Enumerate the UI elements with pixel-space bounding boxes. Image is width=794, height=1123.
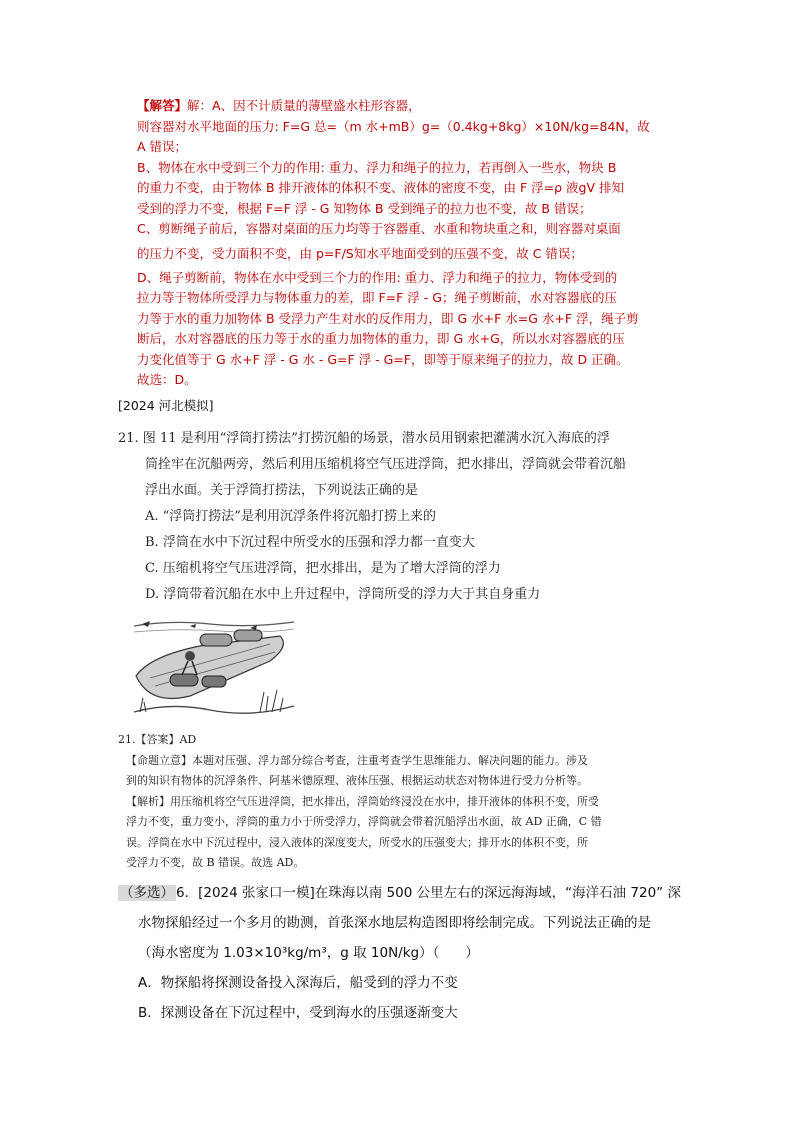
option-c: C. 压缩机将空气压进浮筒，把水排出，是为了增大浮筒的浮力 <box>145 561 501 576</box>
solution-line: 【解答】解：A、因不计质量的薄壁盛水柱形容器， <box>137 98 421 113</box>
answer-line: 误。浮筒在水中下沉过程中，浸入液体的深度变大，所受水的压强变大；排开水的体积不变，所 <box>126 835 588 849</box>
solution-line: 断后，水对容器底的压力等于水的重力加物体的重力，即 G 水+G，所以水对容器底的压 <box>137 331 625 346</box>
answer-line: 浮力不变，重力变小，浮筒的重力小于所受浮力，浮筒就会带着沉船浮出水面，故 AD 正确，C 错 <box>126 815 602 828</box>
question-6 <box>118 878 688 1028</box>
question-stem-line: 水物探船经过一个多月的勘测，首张深水地层构造图即将绘制完成。下列说法正确的是 <box>138 915 651 931</box>
option-b: B．探测设备在下沉过程中，受到海水的压强逐渐变大 <box>138 1005 458 1021</box>
question-stem-line: （多选） 6．[2024 张家口一模]在珠海以南 500 公里左右的深远海海域，“海洋石油 720” 深 <box>120 885 681 901</box>
option-b: B. 浮筒在水中下沉过程中所受水的压强和浮力都一直变大 <box>145 535 475 550</box>
answer-line: 【解析】用压缩机将空气压进浮筒，把水排出，浮筒始终浸没在水中，排开液体的体积不变，所受 <box>126 794 599 808</box>
solution-tag: 【解答】 <box>137 98 188 113</box>
question-stem-line: 筒拴牢在沉船两旁，然后利用压缩机将空气压进浮筒，把水排出，浮筒就会带着沉船 <box>145 457 627 472</box>
question-stem-line: （海水密度为 1.03×10³kg/m³，g 取 10N/kg）（ ） <box>138 945 479 961</box>
multi-select-badge: （多选） <box>120 885 174 901</box>
solution-line: 则容器对水平地面的压力: F=G 总=（m 水+mB）g=（0.4kg+8kg）×10N/kg=84N，故 <box>137 118 650 134</box>
solution-block <box>137 96 677 391</box>
solution-line: 力等于水的重力加物体 B 受浮力产生对水的反作用力，即 G 水+F 水=G 水+F 浮，绳子剪 <box>137 310 639 326</box>
solution-line: 的重力不变，由于物体 B 排开液体的体积不变、液体的密度不变，由 F 浮=ρ 液gV 排知 <box>137 180 625 195</box>
source-tag: [2024 河北模拟] <box>118 398 214 413</box>
answer-line: 【命题立意】本题对压强、浮力部分综合考查，注重考查学生思维能力、解决问题的能力。涉及 <box>126 753 588 767</box>
option-a: A．物探船将探测设备投入深海后，船受到的浮力不变 <box>138 975 458 991</box>
answer-line: 到的知识有物体的沉浮条件、阿基米德原理、液体压强、根据运动状态对物体进行受力分析等。 <box>126 774 588 787</box>
solution-line: D、绳子剪断前，物体在水中受到三个力的作用: 重力、浮力和绳子的拉力，物体受到的 <box>137 269 618 285</box>
solution-line: 的压力不变，受力面积不变，由 p=F/S知水平地面受到的压强不变，故 C 错误； <box>137 245 583 261</box>
question-stem-line: 浮出水面。关于浮筒打捞法，下列说法正确的是 <box>145 483 419 498</box>
option-a: A. “浮筒打捞法”是利用沉浮条件将沉船打捞上来的 <box>145 509 436 524</box>
question-21-answer <box>118 730 678 874</box>
answer-line: 21.【答案】AD <box>118 733 197 746</box>
option-d: D. 浮筒带着沉船在水中上升过程中，浮筒所受的浮力大于其自身重力 <box>145 587 541 602</box>
question-stem-line: 21. 图 11 是利用“浮筒打捞法”打捞沉船的场景，潜水员用钢索把灌满水沉入海底的浮 <box>118 431 610 446</box>
answer-line: 受浮力不变，故 B 错误。故选 AD。 <box>126 856 305 869</box>
solution-line: 力变化值等于 G 水+F 浮 - G 水 - G=F 浮 - G=F，即等于原来绳子的拉力，故 D 正确。 <box>137 351 629 367</box>
solution-line: 故选：D。 <box>137 372 197 387</box>
solution-line: A 错误； <box>137 139 188 154</box>
salvage-illustration <box>130 616 298 716</box>
solution-line: 拉力等于物体所受浮力与物体重力的差，即 F=F 浮 - G；绳子剪断前，水对容器底的压 <box>137 290 617 305</box>
solution-line: B、物体在水中受到三个力的作用: 重力、浮力和绳子的拉力，若再倒入一些水，物块 B <box>137 159 617 175</box>
solution-line: 受到的浮力不变，根据 F=F 浮 - G 知物体 B 受到绳子的拉力也不变，故 B 错误； <box>137 200 592 216</box>
solution-line: C、剪断绳子前后，容器对桌面的压力均等于容器重、水重和物块重之和，则容器对桌面 <box>137 221 621 236</box>
question-21 <box>118 426 678 608</box>
